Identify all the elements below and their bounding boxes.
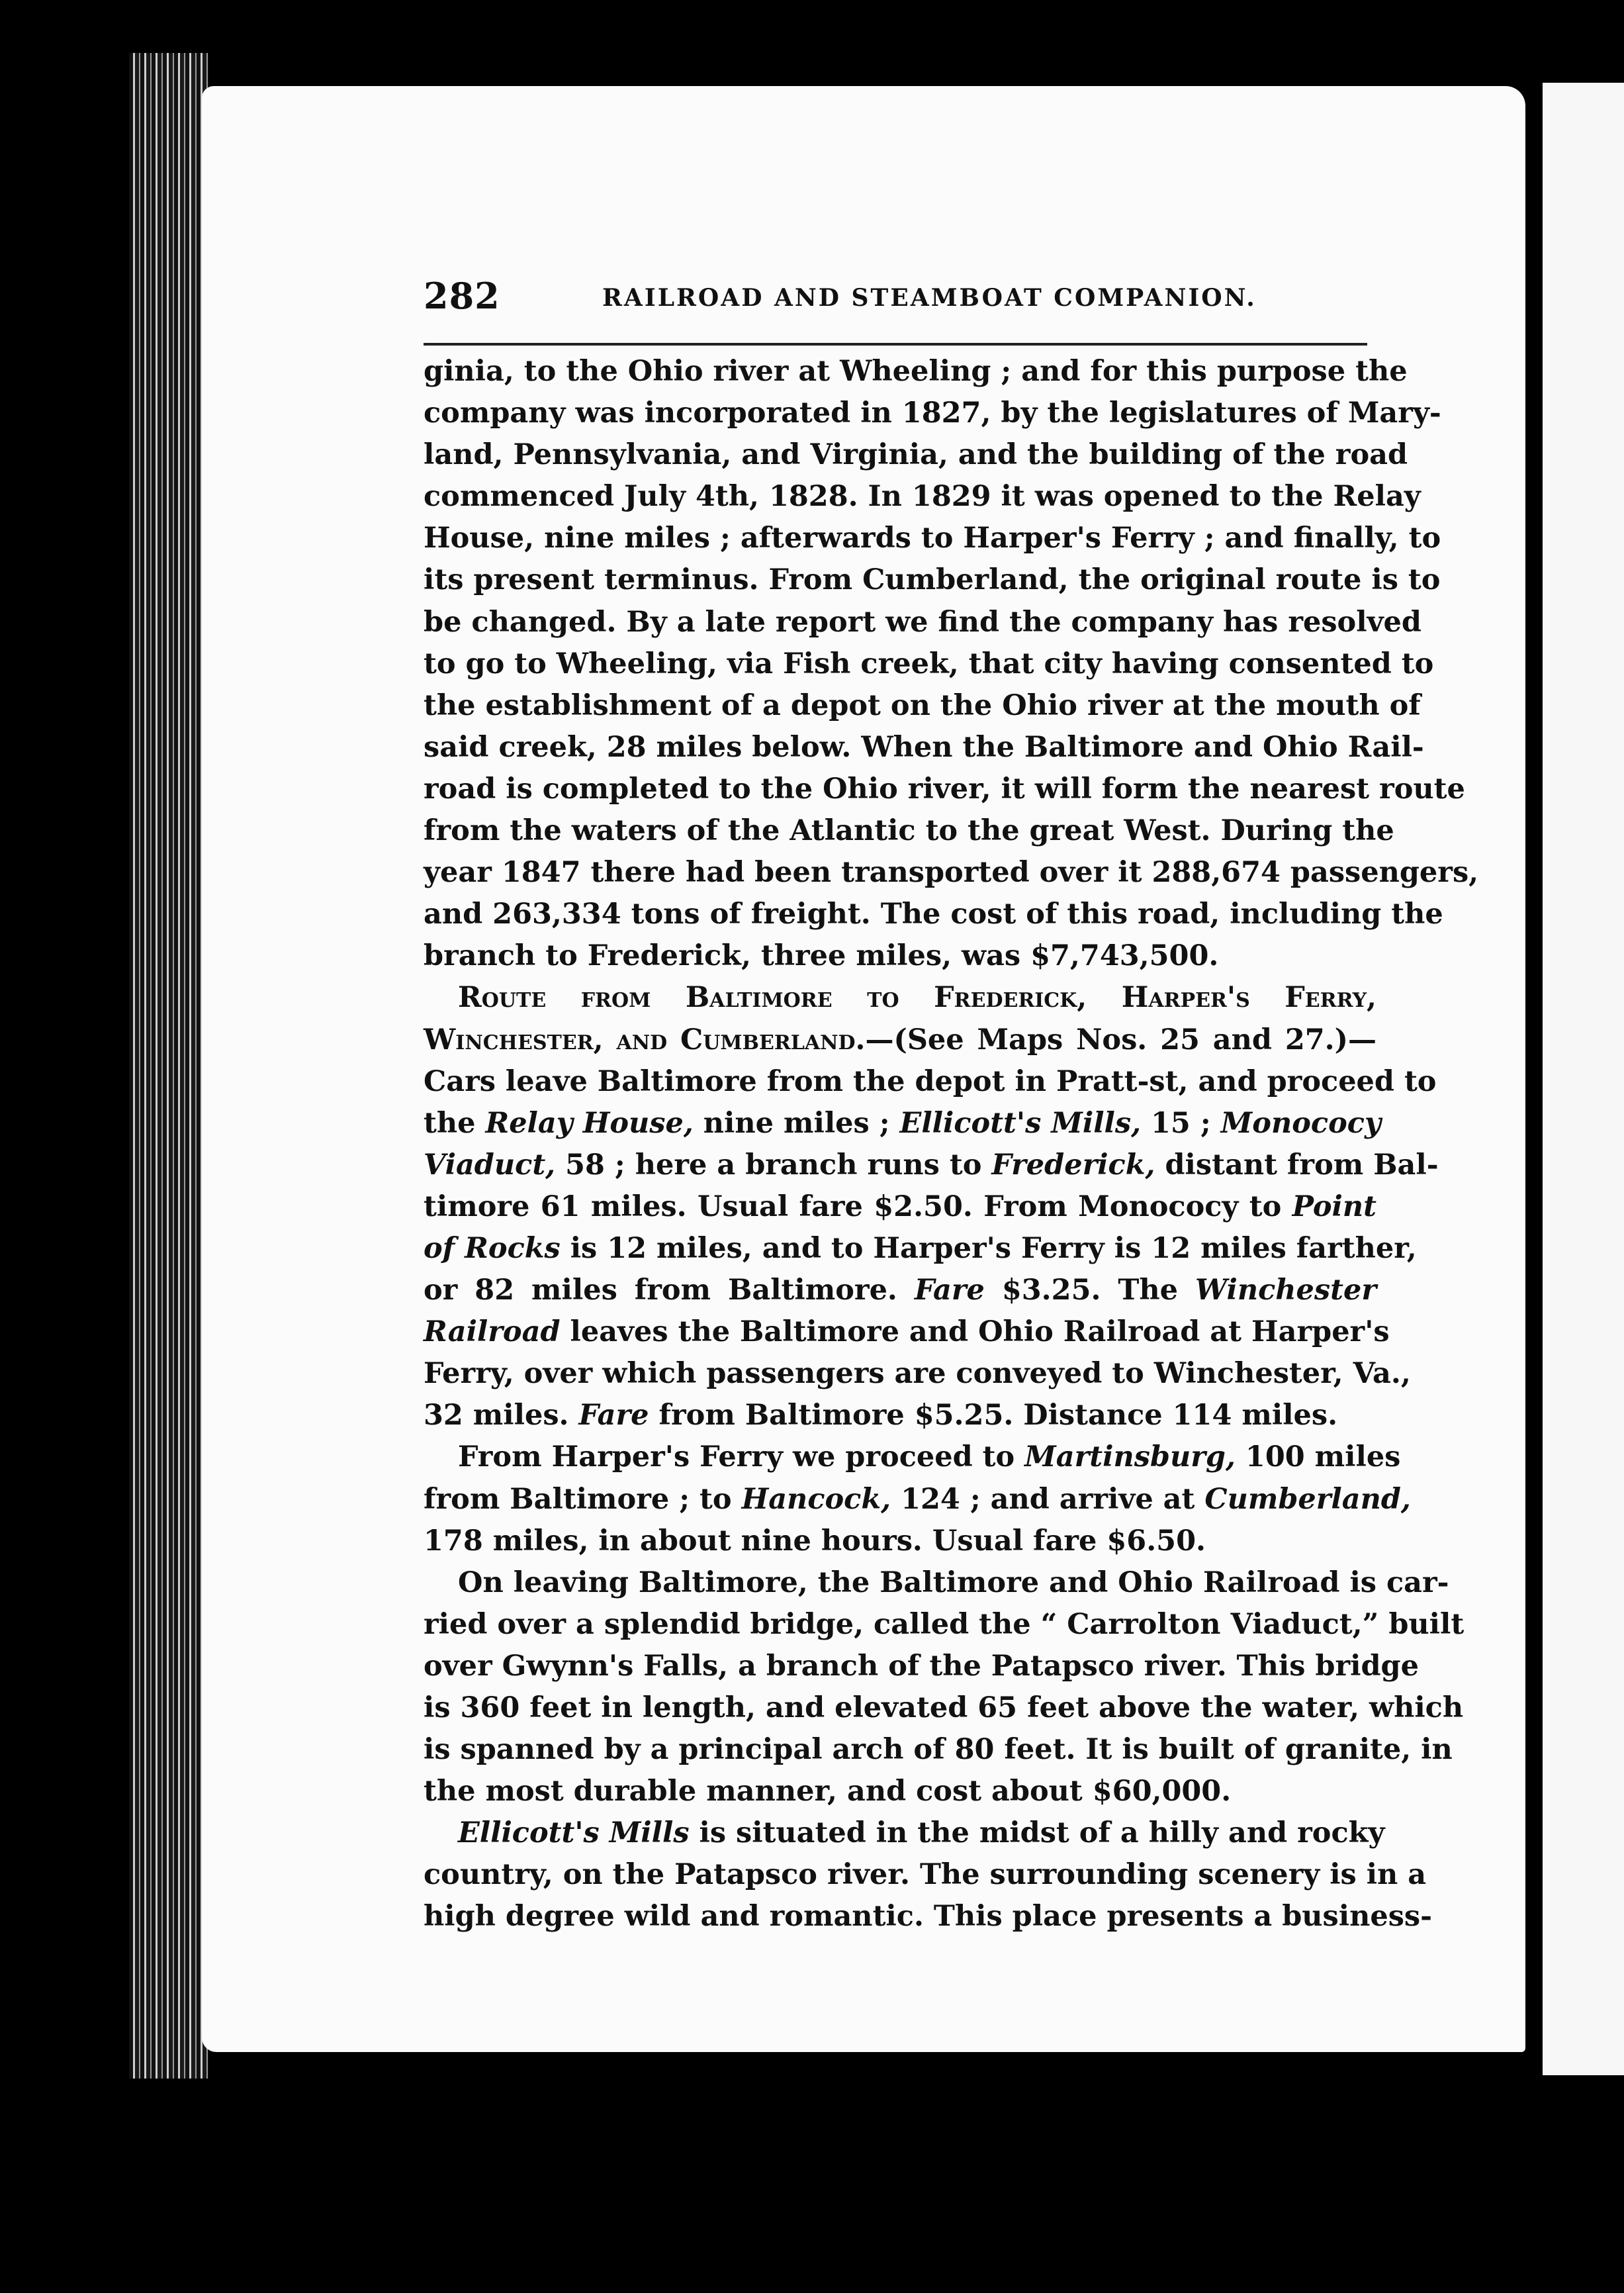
text-run: 100 miles [1235,1440,1401,1474]
body-text [424,351,1479,1938]
text-line: On leaving Baltimore, the Baltimore and Ohio Railroad is car- [458,1566,1449,1599]
text-line: Ferry, over which passengers are conveyed to Winchester, Va., [424,1357,1411,1391]
text-run: Viaduct, [424,1148,556,1182]
text-run: From Harper's Ferry we proceed to [458,1440,1025,1474]
text-run: Fare [914,1274,985,1307]
text-line [424,1812,1385,1854]
text-line: is spanned by a principal arch of 80 feet. It is built of granite, in [424,1733,1453,1767]
text-run: from Baltimore $5.25. Distance 114 miles. [649,1399,1338,1432]
text-line: branch to Frederick, three miles, was $7,743,500. [424,939,1219,973]
text-run: is situated in the midst of a hilly and rocky [689,1816,1385,1850]
text-run: 124 ; and arrive at [891,1482,1205,1516]
text-run: Relay House, [485,1106,694,1140]
text-run: the [424,1106,486,1140]
text-line: to go to Wheeling, via Fish creek, that city having consented to [424,647,1434,680]
text-run: Martinsburg, [1024,1440,1236,1474]
text-run: Winchester [1195,1274,1376,1307]
text-run: is 12 miles, and to Harper's Ferry is 12 miles farther, [560,1231,1417,1265]
text-line: Route from Baltimore to Frederick, Harper's Ferry, [458,981,1376,1015]
text-line: land, Pennsylvania, and Virginia, and the building of the road [424,438,1408,472]
text-line [424,1019,1376,1061]
text-line: the most durable manner, and cost about $60,000. [424,1775,1232,1808]
text-run: nine miles ; [693,1106,900,1140]
text-line: 178 miles, in about nine hours. Usual fare $6.50. [424,1524,1206,1558]
text-line: House, nine miles ; afterwards to Harper's Ferry ; and finally, to [424,522,1441,555]
text-line: and 263,334 tons of freight. The cost of this road, including the [424,898,1443,931]
text-line: its present terminus. From Cumberland, the original route is to [424,563,1441,597]
book-page-edges [129,53,208,2079]
text-line: ried over a splendid bridge, called the “ Carrolton Viaduct,” built [424,1607,1465,1641]
running-head: RAILROAD AND STEAMBOAT COMPANION. [602,284,1257,312]
header-rule [424,343,1367,346]
text-run: from Baltimore ; to [424,1482,742,1516]
text-run: 15 ; [1141,1106,1221,1140]
text-line [424,1145,1439,1186]
text-line: commenced July 4th, 1828. In 1829 it was opened to the Relay [424,480,1421,514]
adjacent-page-edge [1539,83,1624,2075]
text-line [424,1228,1417,1270]
text-run: Frederick, [991,1148,1155,1182]
text-run: Monococy [1220,1106,1381,1140]
text-line [424,1103,1381,1145]
text-line: over Gwynn's Falls, a branch of the Patapsco river. This bridge [424,1649,1419,1683]
text-run: Winchester, and Cumberland. [424,1023,866,1056]
text-line [424,1311,1390,1353]
text-run: 58 ; here a branch runs to [555,1148,992,1182]
text-line: from the waters of the Atlantic to the great West. During the [424,814,1394,848]
text-line [424,1436,1401,1478]
text-line: country, on the Patapsco river. The surrounding scenery is in a [424,1858,1427,1892]
text-line: ginia, to the Ohio river at Wheeling ; and for this purpose the [424,355,1408,388]
text-run: Fare [578,1399,649,1432]
text-line [424,1186,1376,1228]
text-run: Hancock, [741,1482,891,1516]
text-run: Railroad [424,1315,561,1349]
text-run: $3.25. The [984,1274,1195,1307]
text-run: Point [1292,1190,1376,1223]
text-line: road is completed to the Ohio river, it will form the nearest route [424,772,1465,806]
page-number: 282 [424,275,500,317]
text-run: Cumberland, [1204,1482,1411,1516]
text-run: or 82 miles from Baltimore. [424,1274,915,1307]
text-line [424,1479,1411,1521]
text-line [424,1395,1376,1436]
text-run: Ellicott's Mills, [899,1106,1142,1140]
text-run: 32 miles. [424,1399,579,1432]
text-line [424,1270,1376,1311]
text-run: —(See Maps Nos. 25 and 27.)— [865,1023,1376,1056]
text-line: company was incorporated in 1827, by the legislatures of Mary- [424,397,1441,430]
text-run: Ellicott's Mills [458,1816,690,1850]
text-line: said creek, 28 miles below. When the Baltimore and Ohio Rail- [424,730,1424,764]
text-line: year 1847 there had been transported over it 288,674 passengers, [424,856,1479,890]
text-run: of Rocks [424,1231,561,1265]
text-line: high degree wild and romantic. This place presents a business- [424,1900,1432,1934]
text-run: leaves the Baltimore and Ohio Railroad at Harper's [560,1315,1390,1349]
text-line: be changed. By a late report we find the company has resolved [424,605,1421,639]
text-line: the establishment of a depot on the Ohio river at the mouth of [424,688,1421,722]
text-line: Cars leave Baltimore from the depot in Pratt-st, and proceed to [424,1064,1437,1098]
text-run: timore 61 miles. Usual fare $2.50. From Monococy to [424,1190,1292,1223]
text-run: distant from Bal- [1155,1148,1439,1182]
text-line: is 360 feet in length, and elevated 65 feet above the water, which [424,1691,1464,1724]
